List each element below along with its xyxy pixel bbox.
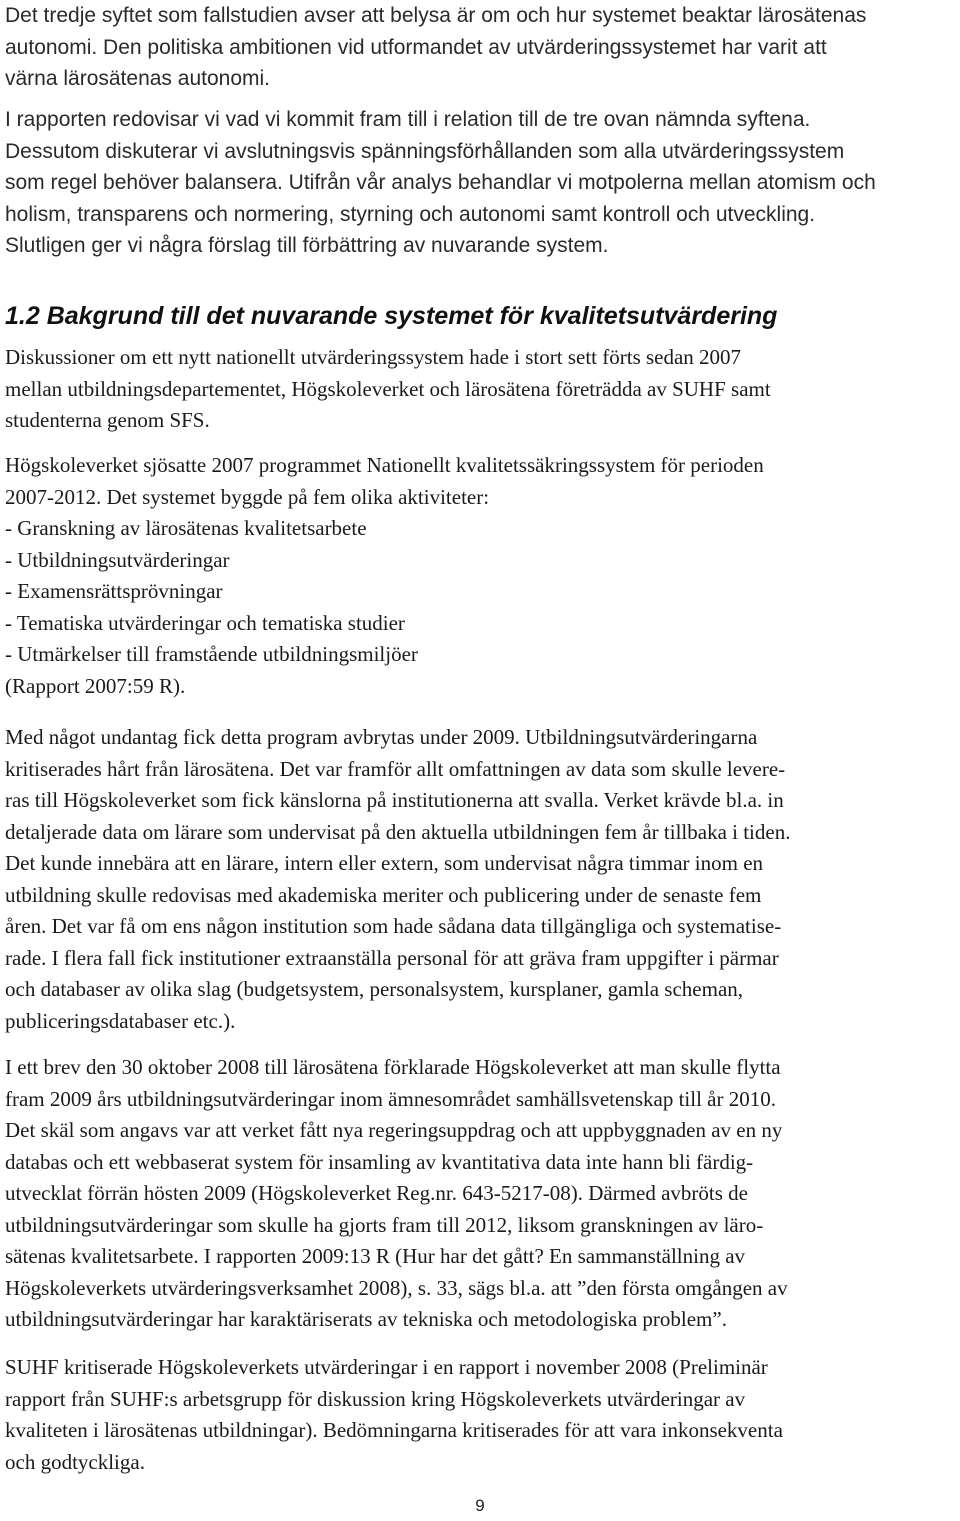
paragraph-program bbox=[5, 450, 955, 702]
text-line: studenterna genom SFS. bbox=[5, 408, 210, 432]
text-line: Det kunde innebära att en lärare, intern eller extern, som undervisat några timmar inom en bbox=[5, 851, 764, 875]
text-line: utbildningsutvärderingar har karaktäriserats av tekniska och metodologiska problem”. bbox=[5, 1307, 727, 1331]
text-line: Diskussioner om ett nytt nationellt utvärderingssystem hade i stort sett förts sedan 2007 bbox=[5, 345, 742, 369]
text-line: SUHF kritiserade Högskoleverkets utvärderingar i en rapport i november 2008 (Preliminär bbox=[5, 1355, 768, 1379]
text-line: Det tredje syftet som fallstudien avser att belysa är om och hur systemet beaktar lärosätenas bbox=[5, 4, 867, 27]
text-line: värna lärosätenas autonomi. bbox=[5, 67, 270, 90]
text-line: Högskoleverkets utvärderingsverksamhet 2008), s. 33, sägs bl.a. att ”den första omgången av bbox=[5, 1275, 788, 1300]
text-line: I rapporten redovisar vi vad vi kommit fram till i relation till de tre ovan nämnda syftena. bbox=[5, 108, 811, 131]
list-item: - Granskning av lärosätenas kvalitetsarbete bbox=[5, 516, 367, 540]
paragraph-cancellation bbox=[5, 722, 955, 1037]
page-number: 9 bbox=[475, 1496, 485, 1515]
text-line: sätenas kvalitetsarbete. I rapporten 2009:13 R (Hur har det gått? En sammanställning av bbox=[5, 1244, 746, 1268]
text-line: fram 2009 års utbildningsutvärderingar inom ämnesområdet samhällsvetenskap till år 2010. bbox=[5, 1086, 776, 1111]
list-item: - Examensrättsprövningar bbox=[5, 579, 223, 603]
text-line: Slutligen ger vi några förslag till förbättring av nuvarande system. bbox=[5, 234, 609, 257]
text-line: publiceringsdatabaser etc.). bbox=[5, 1008, 236, 1033]
text-line: Högskoleverket sjösatte 2007 programmet Nationellt kvalitetssäkringssystem för perioden bbox=[5, 453, 764, 477]
text-line: och godtyckliga. bbox=[5, 1449, 145, 1474]
intro-paragraph bbox=[5, 0, 955, 95]
text-line: Det skäl som angavs var att verket fått nya regeringsuppdrag och att uppbyggnaden av en ny bbox=[5, 1118, 783, 1142]
text-line: 2007-2012. Det systemet byggde på fem olika aktiviteter: bbox=[5, 484, 490, 509]
text-line: kvaliteten i lärosätenas utbildningar). Bedömningarna kritiserades för att vara inkonsekventa bbox=[5, 1418, 783, 1442]
text-line: utvecklat förrän hösten 2009 (Högskoleverket Reg.nr. 643-5217-08). Därmed avbröts de bbox=[5, 1181, 748, 1205]
text-line: åren. Det var få om ens någon institution som hade sådana data tillgängliga och systematise- bbox=[5, 914, 782, 938]
text-line: mellan utbildningsdepartementet, Högskoleverket och lärosätena företrädda av SUHF samt bbox=[5, 376, 771, 401]
text-line: Dessutom diskuterar vi avslutningsvis spänningsförhållanden som alla utvärderingssystem bbox=[5, 139, 845, 163]
text-line: autonomi. Den politiska ambitionen vid utformandet av utvärderingssystemet har varit att bbox=[5, 35, 827, 59]
text-line: rapport från SUHF:s arbetsgrupp för diskussion kring Högskoleverkets utvärderingar av bbox=[5, 1386, 746, 1411]
text-line: ras till Högskoleverket som fick känslorna på institutionerna att svalla. Verket krävde bl.a. in bbox=[5, 788, 784, 812]
text-line: (Rapport 2007:59 R). bbox=[5, 673, 186, 698]
text-line: och databaser av olika slag (budgetsystem, personalsystem, kursplaner, gamla scheman, bbox=[5, 977, 744, 1001]
text-line: utbildning skulle redovisas med akademiska meriter och publicering under de senaste fem bbox=[5, 882, 762, 907]
paragraph-suhf bbox=[5, 1352, 955, 1478]
list-item: - Tematiska utvärderingar och tematiska studier bbox=[5, 610, 405, 635]
text-line: detaljerade data om lärare som undervisat på den aktuella utbildningen fem år tillbaka i tiden. bbox=[5, 819, 791, 844]
text-line: rade. I flera fall fick institutioner extraanställa personal för att gräva fram uppgifter i pärmar bbox=[5, 945, 779, 970]
list-item: - Utbildningsutvärderingar bbox=[5, 547, 230, 572]
text-line: databas och ett webbaserat system för insamling av kvantitativa data inte hann bli färdig- bbox=[5, 1149, 754, 1174]
report-paragraph bbox=[5, 104, 955, 262]
text-line: I ett brev den 30 oktober 2008 till lärosätena förklarade Högskoleverket att man skulle flytta bbox=[5, 1055, 781, 1079]
text-line: kritiserades hårt från lärosätena. Det var framför allt omfattningen av data som skulle levere- bbox=[5, 756, 786, 781]
paragraph-letter bbox=[5, 1052, 955, 1336]
section-heading: 1.2 Bakgrund till det nuvarande systemet för kvalitetsutvärdering bbox=[5, 302, 778, 330]
text-line: utbildningsutvärderingar som skulle ha gjorts fram till 2012, liksom granskningen av läro- bbox=[5, 1212, 764, 1237]
list-item: - Utmärkelser till framstående utbildningsmiljöer bbox=[5, 642, 418, 666]
text-line: holism, transparens och normering, styrning och autonomi samt kontroll och utveckling. bbox=[5, 202, 816, 226]
text-line: som regel behöver balansera. Utifrån vår analys behandlar vi motpolerna mellan atomism och bbox=[5, 171, 876, 194]
text-line: Med något undantag fick detta program avbrytas under 2009. Utbildningsutvärderingarna bbox=[5, 725, 758, 749]
paragraph-discussions bbox=[5, 342, 955, 437]
